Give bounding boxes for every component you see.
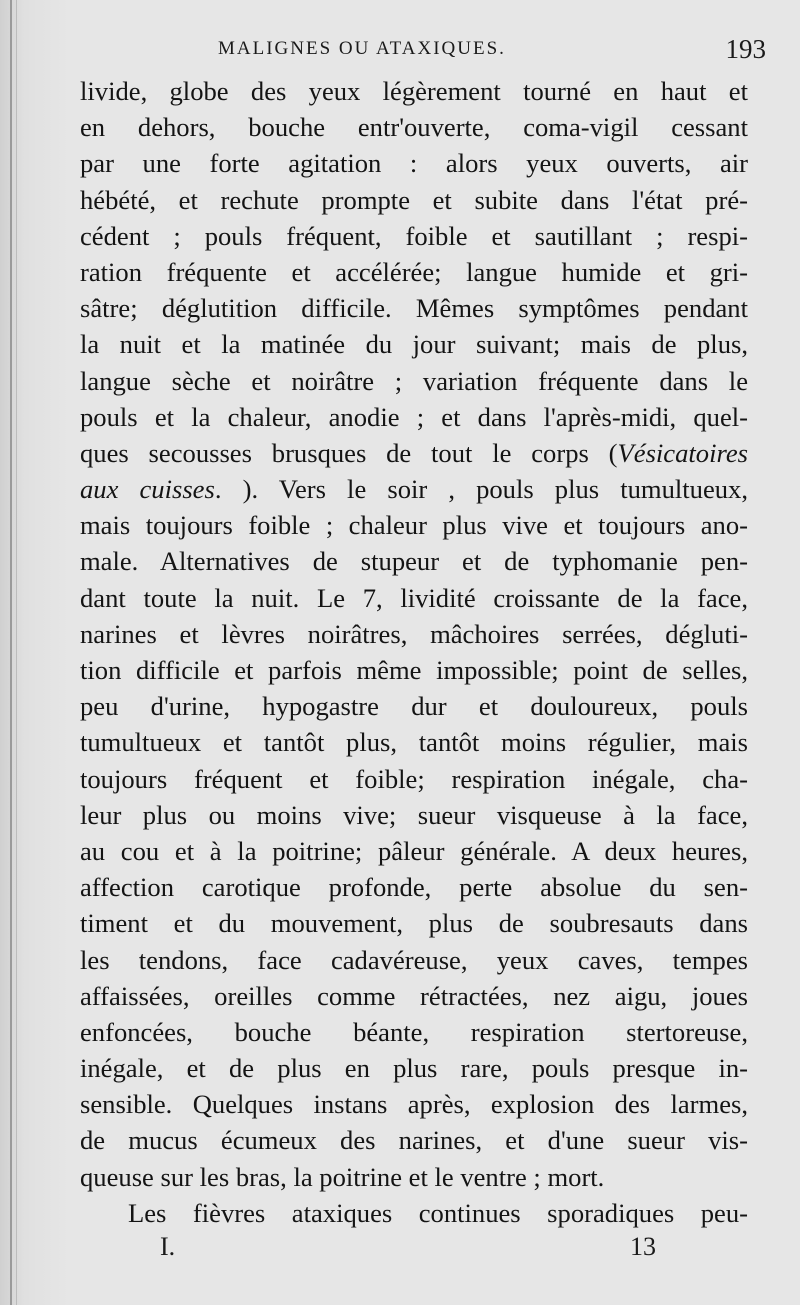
text-line-29: sensible. Quelques instans après, explosion des larmes, bbox=[80, 1089, 748, 1120]
signature-mark: I. bbox=[160, 1232, 176, 1261]
text-line-12-roman: . ). Vers le soir , pouls plus tumultueux, bbox=[214, 474, 749, 505]
text-line-26: affaissées, oreilles comme rétractées, nez aigu, joues bbox=[80, 980, 748, 1011]
text-line-8: la nuit et la matinée du jour suivant; mais de plus, bbox=[80, 329, 748, 360]
text-line-9: langue sèche et noirâtre ; variation fréquente dans le bbox=[80, 365, 748, 396]
text-line-19: tumultueux et tantôt plus, tantôt moins régulier, mais bbox=[80, 727, 748, 758]
gutter-edge-line bbox=[10, 0, 12, 1305]
text-line-25: les tendons, face cadavéreuse, yeux caves, tempes bbox=[80, 944, 748, 975]
text-line-14: male. Alternatives de stupeur et de typhomanie pen- bbox=[80, 546, 748, 577]
running-head bbox=[0, 34, 800, 66]
text-line-17: tion difficile et parfois même impossible; point de selles, bbox=[80, 655, 748, 685]
text-line-16: narines et lèvres noirâtres, mâchoires serrées, dégluti- bbox=[80, 618, 748, 649]
text-line-12-italic: aux cuisses bbox=[80, 474, 215, 505]
body-text bbox=[80, 73, 748, 1231]
text-line-15: dant toute la nuit. Le 7, lividité croissante de la face, bbox=[80, 582, 748, 613]
text-line-12 bbox=[80, 471, 748, 507]
text-line-3: par une forte agitation : alors yeux ouverts, air bbox=[80, 148, 748, 179]
text-line-31: queuse sur les bras, la poitrine et le ventre ; mort. bbox=[80, 1161, 605, 1192]
text-line-24: timent et du mouvement, plus de soubresauts dans bbox=[80, 908, 748, 939]
text-line-1: livide, globe des yeux légèrement tourné en haut et bbox=[80, 76, 748, 106]
text-line-21: leur plus ou moins vive; sueur visqueuse à la face, bbox=[80, 799, 748, 830]
text-line-27: enfoncées, bouche béante, respiration stertoreuse, bbox=[80, 1016, 748, 1047]
text-line-32: Les fièvres ataxiques continues sporadiques peu- bbox=[128, 1197, 748, 1228]
page-number: 193 bbox=[725, 34, 766, 64]
text-line-6: ration fréquente et accélérée; langue humide et gri- bbox=[80, 256, 748, 287]
text-line-11-italic: Vésicatoires bbox=[617, 437, 748, 468]
text-line-20: toujours fréquent et foible; respiration inégale, cha- bbox=[80, 763, 748, 794]
text-line-11-roman: ques secousses brusques de tout le corps ( bbox=[80, 437, 618, 468]
text-line-22: au cou et à la poitrine; pâleur générale. A deux heures, bbox=[80, 835, 748, 866]
gutter-edge-line-inner bbox=[16, 0, 17, 1305]
page-footer bbox=[0, 1232, 800, 1268]
signature-number: 13 bbox=[630, 1232, 656, 1261]
text-line-5: cédent ; pouls fréquent, foible et sautillant ; respi- bbox=[80, 220, 748, 251]
text-line-4: hébété, et rechute prompte et subite dans l'état pré- bbox=[80, 184, 748, 215]
text-line-23: affection carotique profonde, perte absolue du sen- bbox=[80, 872, 748, 903]
text-line-30: de mucus écumeux des narines, et d'une sueur vis- bbox=[80, 1125, 748, 1156]
running-title: MALIGNES OU ATAXIQUES. bbox=[218, 38, 506, 59]
text-line-13: mais toujours foible ; chaleur plus vive et toujours ano- bbox=[80, 510, 748, 541]
text-line-2: en dehors, bouche entr'ouverte, coma-vigil cessant bbox=[80, 112, 748, 143]
text-line-7: sâtre; déglutition difficile. Mêmes symptômes pendant bbox=[80, 293, 748, 324]
text-line-10: pouls et la chaleur, anodie ; et dans l'après-midi, quel- bbox=[80, 401, 748, 432]
text-line-18: peu d'urine, hypogastre dur et douloureux, pouls bbox=[80, 691, 748, 722]
text-line-28: inégale, et de plus en plus rare, pouls presque in- bbox=[80, 1053, 748, 1084]
text-line-11 bbox=[80, 435, 748, 471]
